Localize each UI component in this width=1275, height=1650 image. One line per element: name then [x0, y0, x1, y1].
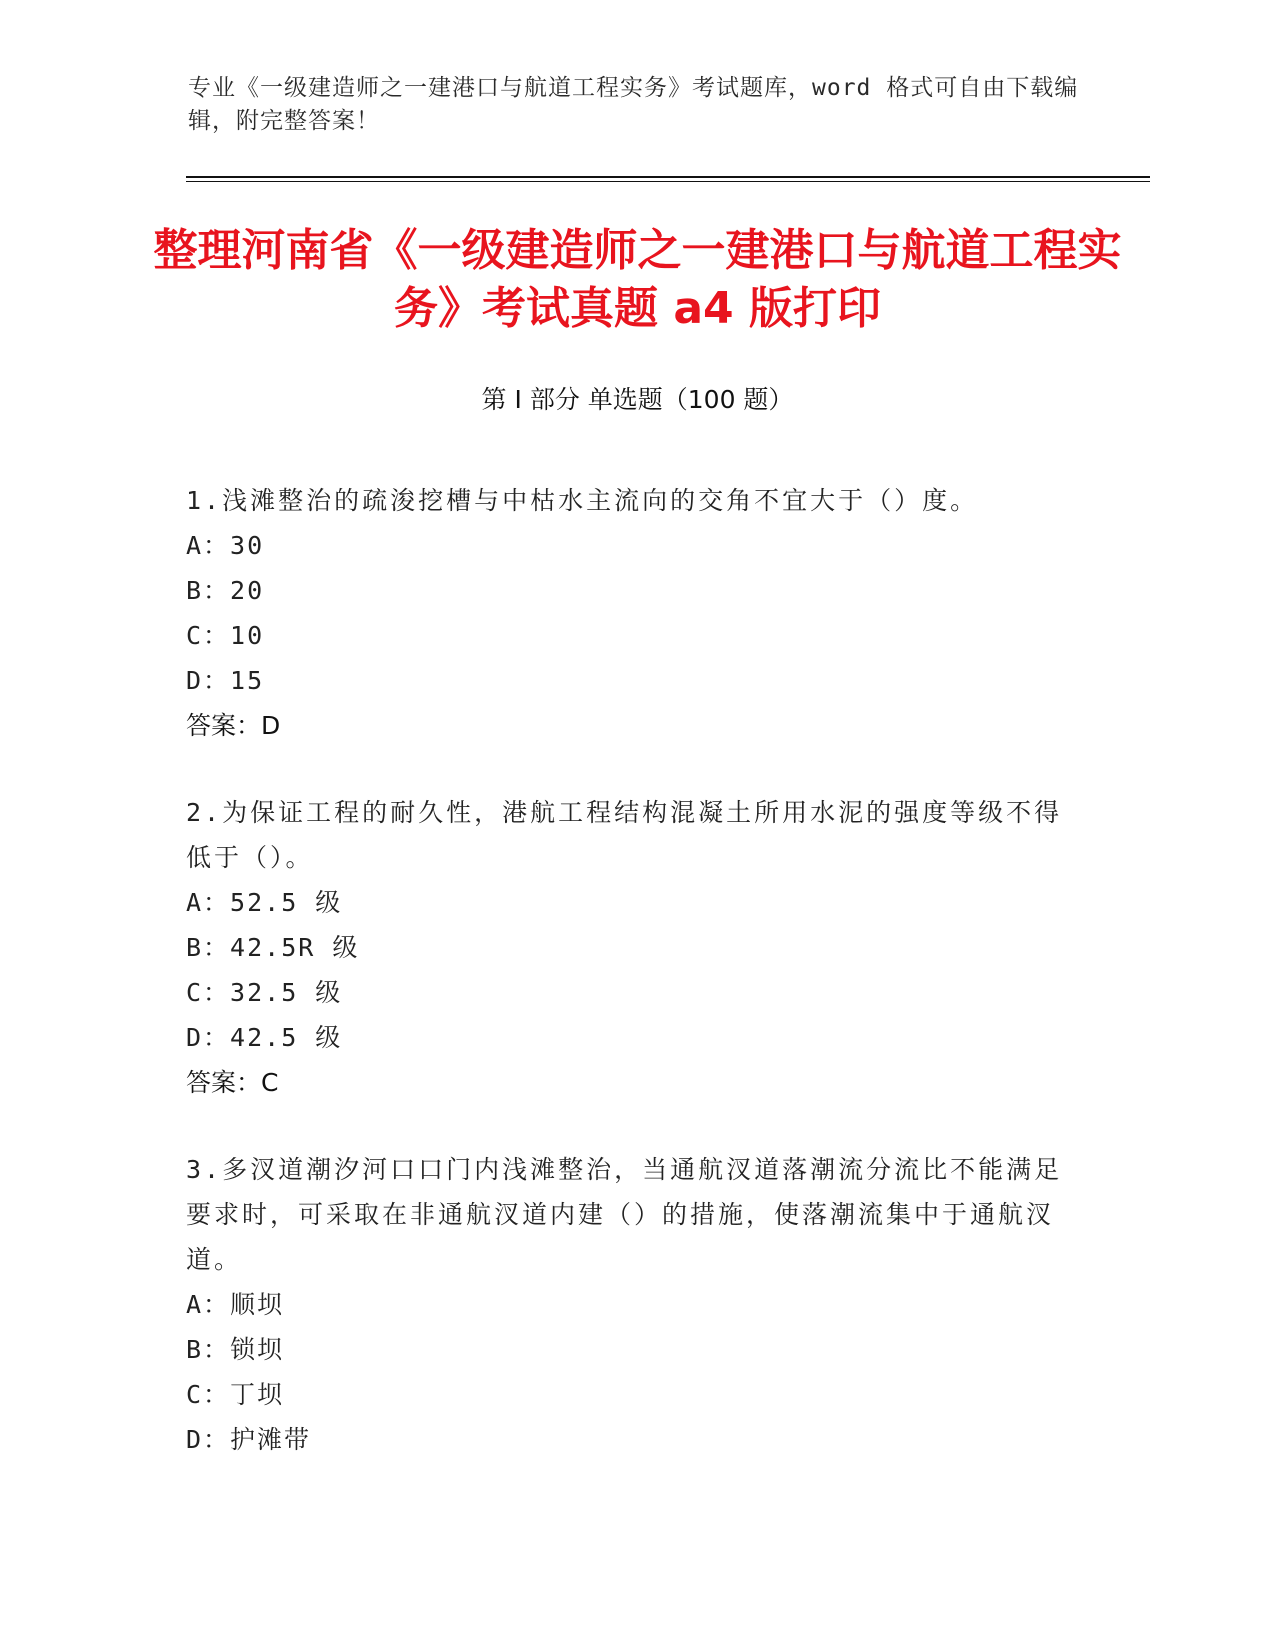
- header-note: 专业《一级建造师之一建港口与航道工程实务》考试题库，word 格式可自由下载编辑，附完整答案！: [188, 75, 1079, 134]
- option-c: C：丁坝: [186, 1380, 285, 1409]
- option-d: D：15: [186, 666, 265, 695]
- option-a: A：30: [186, 531, 265, 560]
- option-a: A：52.5 级: [186, 888, 343, 917]
- option-a: A：顺坝: [186, 1290, 285, 1319]
- option-d: D：42.5 级: [186, 1023, 343, 1052]
- question-stem: 2.为保证工程的耐久性，港航工程结构混凝土所用水泥的强度等级不得低于（）。: [186, 798, 1063, 872]
- option-c: C：10: [186, 621, 265, 650]
- option-d: D：护滩带: [186, 1425, 312, 1454]
- option-b: B：锁坝: [186, 1335, 285, 1364]
- question-3: [186, 1147, 1066, 1462]
- answer: 答案：D: [186, 711, 281, 740]
- question-2: [186, 790, 1066, 1105]
- question-stem: 3.多汊道潮汐河口口门内浅滩整治，当通航汊道落潮流分流比不能满足要求时，可采取在非通航汊道内建（）的措施，使落潮流集中于通航汊道。: [186, 1155, 1063, 1274]
- question-1: [186, 478, 1066, 748]
- header-divider-thin: [186, 181, 1150, 182]
- question-stem: 1.浅滩整治的疏浚挖槽与中枯水主流向的交角不宜大于（）度。: [186, 486, 979, 515]
- section-title: 第 I 部分 单选题（100 题）: [481, 385, 794, 414]
- option-c: C：32.5 级: [186, 978, 343, 1007]
- header-divider-thick: [186, 176, 1150, 178]
- document-title: 整理河南省《一级建造师之一建港口与航道工程实务》考试真题 a4 版打印: [153, 225, 1122, 334]
- question-list: [186, 478, 1066, 1504]
- option-b: B：20: [186, 576, 265, 605]
- option-b: B：42.5R 级: [186, 933, 360, 962]
- answer: 答案：C: [186, 1068, 279, 1097]
